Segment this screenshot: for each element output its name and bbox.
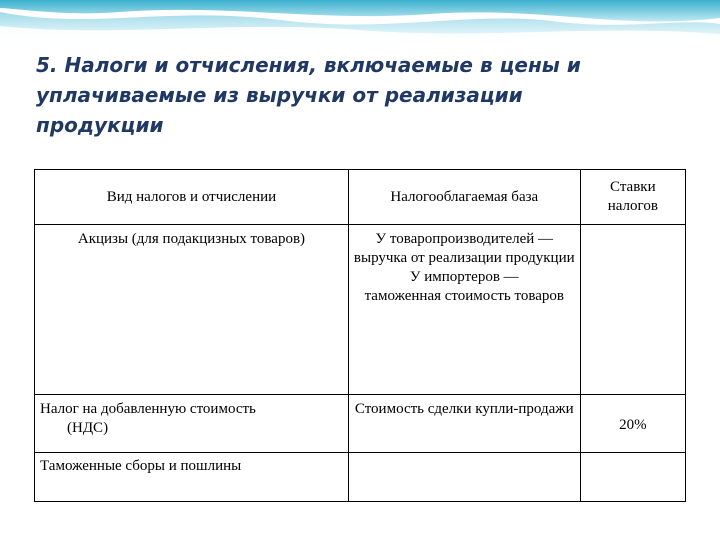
cell-excise-rate bbox=[580, 225, 685, 395]
header-tax-base: Налогооблагаемая база bbox=[348, 170, 580, 225]
cell-excise-tax: Акцизы (для подакцизных товаров) bbox=[35, 225, 349, 395]
excise-base-line-1: У товаропроизводителей — bbox=[375, 231, 554, 247]
cell-vat-rate: 20% bbox=[580, 395, 685, 453]
taxes-table bbox=[34, 169, 686, 502]
table-header-row bbox=[35, 170, 686, 225]
cell-vat-tax bbox=[35, 395, 349, 453]
slide-title-line-2: уплачиваемые из выручки от реализации bbox=[36, 83, 523, 107]
slide-title-line-1: 5. Налоги и отчисления, включаемые в цены и bbox=[36, 53, 581, 77]
vat-tax-line-2: (НДС) bbox=[67, 420, 109, 436]
excise-base-line-4: таможенная стоимость товаров bbox=[364, 288, 564, 304]
header-tax-type: Вид налогов и отчислении bbox=[35, 170, 349, 225]
cell-vat-base: Стоимость сделки купли-продажи bbox=[348, 395, 580, 453]
table-row-excise bbox=[35, 225, 686, 395]
slide-title bbox=[36, 50, 676, 140]
cell-customs-base bbox=[348, 453, 580, 502]
vat-tax-line-1: Налог на добавленную стоимость bbox=[40, 401, 256, 417]
excise-base-line-3: У импортеров — bbox=[409, 269, 519, 285]
table-row-customs bbox=[35, 453, 686, 502]
decorative-wave-banner bbox=[0, 0, 720, 44]
cell-customs-rate bbox=[580, 453, 685, 502]
excise-base-line-2: выручка от реализации продукции bbox=[353, 250, 575, 266]
cell-excise-base bbox=[348, 225, 580, 395]
table-row-vat bbox=[35, 395, 686, 453]
cell-customs-tax: Таможенные сборы и пошлины bbox=[35, 453, 349, 502]
slide-title-line-3: продукции bbox=[36, 113, 164, 137]
header-tax-rate: Ставки налогов bbox=[580, 170, 685, 225]
